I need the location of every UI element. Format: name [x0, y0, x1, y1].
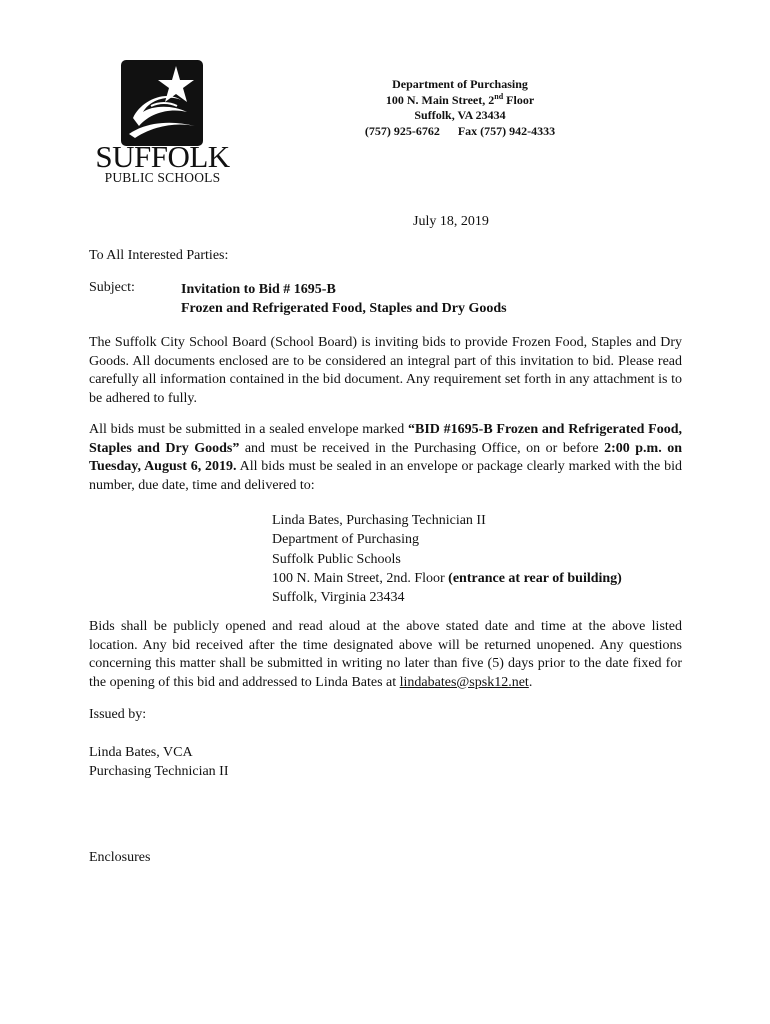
address-street-note: (entrance at rear of building) — [448, 570, 622, 586]
subject-label: Subject: — [89, 280, 135, 295]
paragraph-intro: The Suffolk City School Board (School Board) is inviting bids to provide Frozen Food, Staples and Dry Goods. All documents enclosed are to be considered an integral part of this invitation to bid. Please read carefully all information contained in the bid document. Any requirement set forth in any attachment is to be adhered to fully. — [89, 335, 682, 406]
address-department: Department of Purchasing — [272, 532, 419, 548]
delivery-address — [272, 511, 622, 607]
address-org: Suffolk Public Schools — [272, 551, 401, 567]
submission-marking: “BID #1695-B Frozen and Refrigerated Food, Staples and Dry Goods” — [89, 422, 682, 456]
letterhead-floor-text: Floor — [503, 92, 535, 107]
subject-lines — [181, 280, 507, 318]
salutation: To All Interested Parties: — [89, 248, 229, 263]
paragraph-submission — [89, 421, 682, 495]
paragraph-opening — [89, 618, 682, 692]
opening-text: Bids shall be publicly opened and read aloud at the above stated date and time at the above listed location. Any bid received after the time designated above will be returned unopened. Any questions concerning this matter shall be submitted in writing no later than five (5) days prior to the date fixed for the opening of this bid and addressed to Linda Bates at — [89, 619, 682, 690]
letterhead-street-sup: nd — [494, 91, 504, 101]
address-name: Linda Bates, Purchasing Technician II — [272, 513, 486, 528]
subject-line-1: Invitation to Bid # 1695-B — [181, 282, 336, 297]
signer-name: Linda Bates, VCA — [89, 745, 193, 760]
opening-end: . — [528, 674, 533, 690]
enclosures-label: Enclosures — [89, 850, 151, 865]
email-link[interactable]: lindabates@spsk12.net — [399, 674, 529, 690]
submission-text-2: and must be received in the Purchasing Office, on or before — [239, 440, 605, 456]
logo-wordmark: SUFFOLK — [95, 139, 230, 174]
address-street: 100 N. Main Street, 2nd. Floor — [272, 570, 449, 586]
issued-by-label: Issued by: — [89, 707, 147, 722]
star-swoosh-logo-icon — [121, 60, 203, 146]
letter-date: July 18, 2019 — [413, 214, 489, 229]
letterhead-fax: Fax (757) 942-4333 — [457, 123, 556, 138]
letterhead-street-text: 100 N. Main Street, 2 — [385, 92, 495, 107]
submission-text-1: All bids must be submitted in a sealed envelope marked — [89, 422, 409, 437]
letterhead-street — [330, 93, 590, 109]
subject-line-2: Frozen and Refrigerated Food, Staples and Dry Goods — [181, 301, 507, 316]
signature-block — [89, 743, 229, 781]
logo-subtitle: PUBLIC SCHOOLS — [104, 170, 221, 185]
address-city: Suffolk, Virginia 23434 — [272, 590, 405, 606]
address-street-line — [272, 569, 622, 588]
submission-text-3: All bids must be sealed in an envelope or package clearly marked with the bid number, due date, time and delivered to: — [89, 459, 682, 493]
signer-title: Purchasing Technician II — [89, 764, 229, 779]
letterhead-city: Suffolk, VA 23434 — [414, 108, 506, 122]
letterhead-contact — [330, 124, 590, 140]
letterhead-department: Department of Purchasing — [392, 77, 528, 91]
suffolk-public-schools-logo — [95, 58, 230, 184]
submission-deadline: 2:00 p.m. on Tuesday, August 6, 2019. — [89, 440, 682, 475]
letterhead-address — [330, 77, 590, 139]
letterhead-phone: (757) 925-6762 — [364, 123, 440, 138]
